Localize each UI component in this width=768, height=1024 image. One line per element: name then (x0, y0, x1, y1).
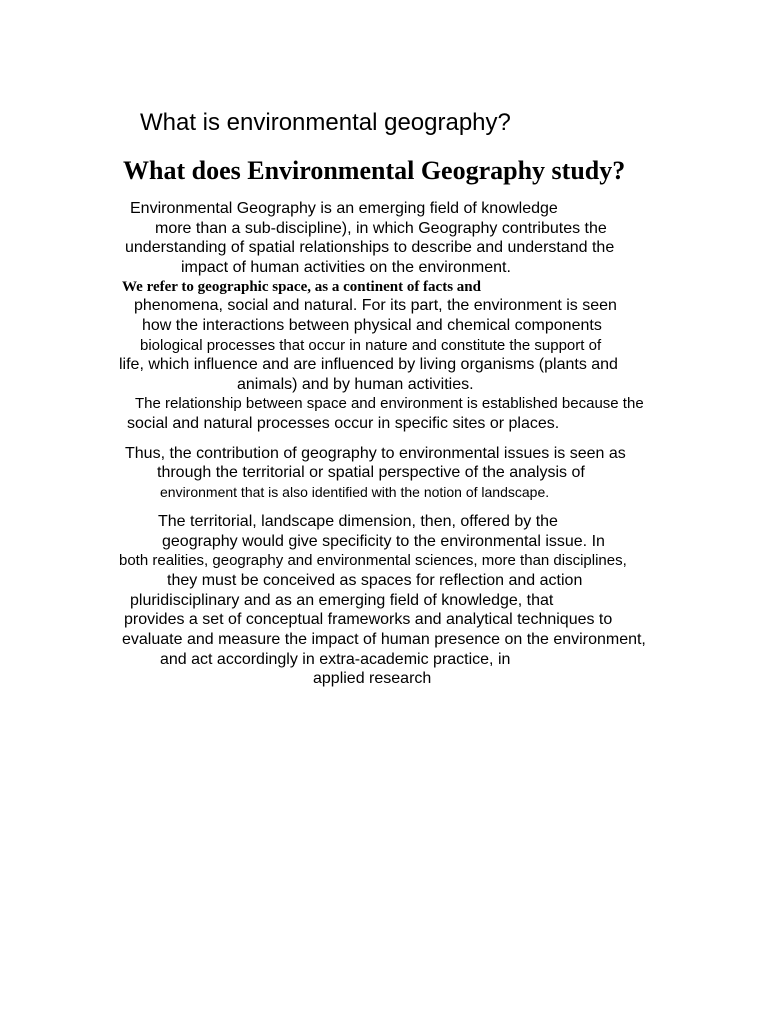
text-line: environment that is also identified with the notion of landscape. (160, 484, 550, 500)
text-line: impact of human activities on the environment. (181, 259, 511, 276)
text-line: The relationship between space and environment is established because the (135, 395, 644, 412)
text-line: Environmental Geography is an emerging field of knowledge (130, 200, 558, 217)
text-line: provides a set of conceptual frameworks and analytical techniques to (124, 611, 613, 628)
page-title: What is environmental geography? (140, 109, 511, 136)
text-line: both realities, geography and environmental sciences, more than disciplines, (119, 552, 627, 569)
text-line: geography would give specificity to the environmental issue. In (162, 533, 605, 550)
text-line: they must be conceived as spaces for reflection and action (167, 572, 583, 589)
text-line: phenomena, social and natural. For its part, the environment is seen (134, 297, 617, 314)
text-line: animals) and by human activities. (237, 376, 474, 393)
text-line: social and natural processes occur in specific sites or places. (127, 415, 560, 432)
text-line: and act accordingly in extra-academic practice, in (160, 651, 511, 668)
text-line: biological processes that occur in nature and constitute the support of (140, 337, 602, 354)
text-line: We refer to geographic space, as a continent of facts and (122, 279, 481, 295)
text-line: Thus, the contribution of geography to environmental issues is seen as (125, 445, 626, 462)
text-line: applied research (313, 670, 432, 687)
page-subtitle: What does Environmental Geography study? (123, 156, 626, 185)
text-line: evaluate and measure the impact of human presence on the environment, (122, 631, 646, 648)
text-line: more than a sub-discipline), in which Geography contributes the (155, 220, 607, 237)
text-line: pluridisciplinary and as an emerging field of knowledge, that (130, 592, 554, 609)
text-line: The territorial, landscape dimension, then, offered by the (158, 513, 558, 530)
text-line: understanding of spatial relationships to describe and understand the (125, 239, 615, 256)
text-line: through the territorial or spatial perspective of the analysis of (157, 464, 585, 481)
text-line: life, which influence and are influenced by living organisms (plants and (119, 356, 618, 373)
text-line: how the interactions between physical and chemical components (142, 317, 602, 334)
